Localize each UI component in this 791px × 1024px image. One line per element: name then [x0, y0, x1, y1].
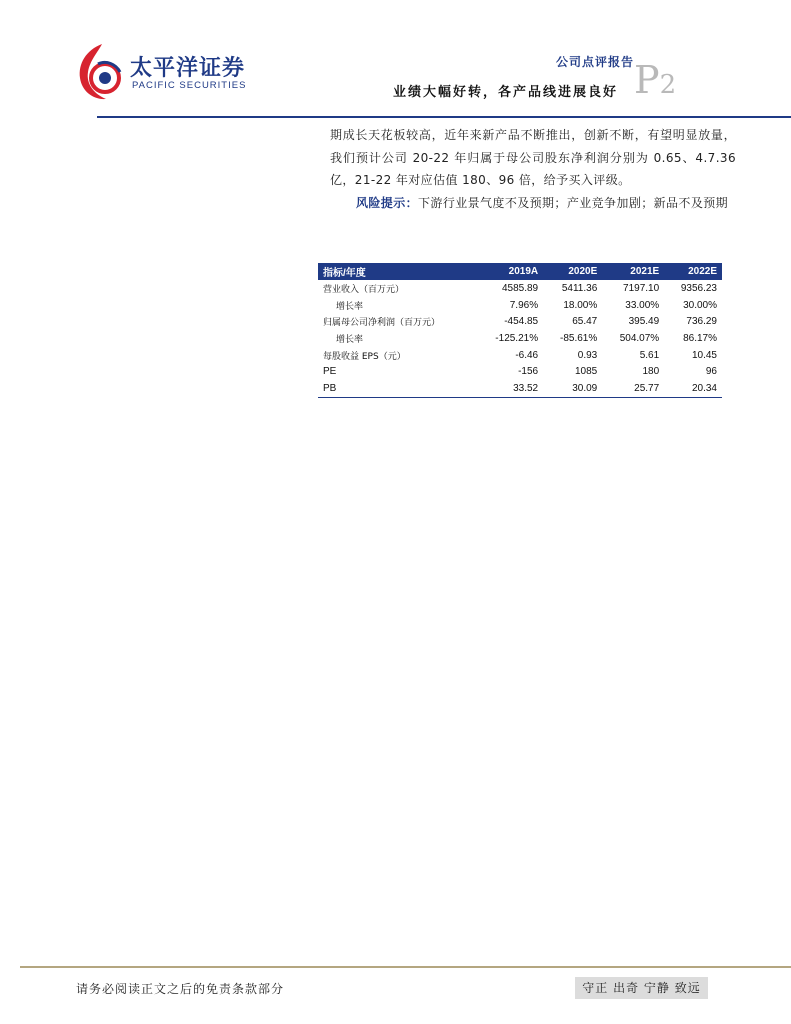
report-title: 业绩大幅好转，各产品线进展良好 — [392, 85, 618, 100]
row-label: PB — [318, 380, 477, 397]
table-cell: -156 — [518, 366, 539, 378]
page-number — [634, 58, 676, 102]
table-cell: 5.61 — [639, 349, 660, 361]
table-cell: 18.00% — [563, 299, 598, 311]
header-cell: 2021E — [602, 263, 664, 280]
table-cell: 25.77 — [602, 380, 664, 397]
row-label: 营业收入（百万元） — [323, 284, 405, 295]
table-cell: 33.52 — [477, 380, 543, 397]
table-cell: 86.17% — [683, 332, 717, 344]
table-header-row — [318, 263, 722, 280]
table-row — [318, 330, 722, 347]
risk-paragraph — [330, 192, 736, 215]
page-digit: 2 — [659, 70, 677, 100]
body-text — [330, 124, 736, 214]
table-row — [318, 363, 722, 380]
footer-motto: 守正 出奇 宁静 致远 — [575, 977, 708, 999]
table-cell: -85.61% — [560, 332, 598, 344]
row-label: 每股收益 EPS（元） — [323, 351, 406, 362]
row-label: PE — [323, 366, 337, 378]
table-cell: 7197.10 — [623, 282, 660, 294]
logo-text-cn: 太平洋证券 — [130, 56, 246, 81]
conclusion-paragraph: 期成长天花板较高，近年来新产品不断推出，创新不断，有望明显放量，我们预计公司 20-22 年归属于母公司股东净利润分别为 0.65、4.7.36 亿，21-22 年对应估值 180、96 倍，给予买入评级。 — [330, 128, 736, 187]
footer-divider — [20, 966, 791, 968]
logo-mark-icon — [76, 42, 128, 102]
table-cell: 7.96% — [509, 299, 539, 311]
financial-forecast-table — [318, 263, 722, 398]
row-label: 增长率 — [336, 334, 364, 345]
table-cell: 736.29 — [686, 316, 717, 328]
header-cell: 2022E — [664, 263, 722, 280]
table-row — [318, 313, 722, 330]
header-cell: 2020E — [543, 263, 602, 280]
table-cell: 33.00% — [625, 299, 660, 311]
table-cell: 20.34 — [664, 380, 722, 397]
report-type: 公司点评报告 — [555, 55, 634, 69]
company-logo — [76, 42, 246, 106]
table-cell: 504.07% — [619, 332, 660, 344]
table-cell: -6.46 — [515, 349, 539, 361]
page-letter: P — [634, 58, 660, 102]
table-cell: 30.00% — [683, 299, 717, 311]
table-row — [318, 347, 722, 364]
logo-text-en: PACIFIC SECURITIES — [132, 80, 247, 91]
risk-text: 下游行业景气度不及预期；产业竞争加剧；新品不及预期 — [418, 195, 729, 210]
header-divider — [97, 116, 791, 118]
table-cell: 10.45 — [691, 349, 717, 361]
header-cell: 2019A — [477, 263, 543, 280]
table-cell: 30.09 — [543, 380, 602, 397]
table-cell: 5411.36 — [561, 282, 598, 294]
table-cell: 180 — [642, 366, 660, 378]
risk-label: 风险提示： — [356, 195, 419, 210]
table-row — [318, 280, 722, 297]
row-label: 增长率 — [336, 301, 364, 312]
header-cell: 指标/年度 — [318, 263, 477, 280]
table-row — [318, 380, 722, 397]
table-cell: 65.47 — [572, 316, 598, 328]
table-cell: 96 — [705, 366, 717, 378]
table-cell: 1085 — [575, 366, 598, 378]
table-cell: -454.85 — [504, 316, 539, 328]
footer-disclaimer: 请务必阅读正文之后的免责条款部分 — [76, 982, 285, 996]
table-cell: 9356.23 — [680, 282, 717, 294]
table-row — [318, 297, 722, 314]
table-cell: 4585.89 — [501, 282, 539, 294]
row-label: 归属母公司净利润（百万元） — [323, 318, 441, 329]
table-cell: 0.93 — [577, 349, 598, 361]
table-cell: -125.21% — [495, 332, 539, 344]
table-cell: 395.49 — [628, 316, 660, 328]
